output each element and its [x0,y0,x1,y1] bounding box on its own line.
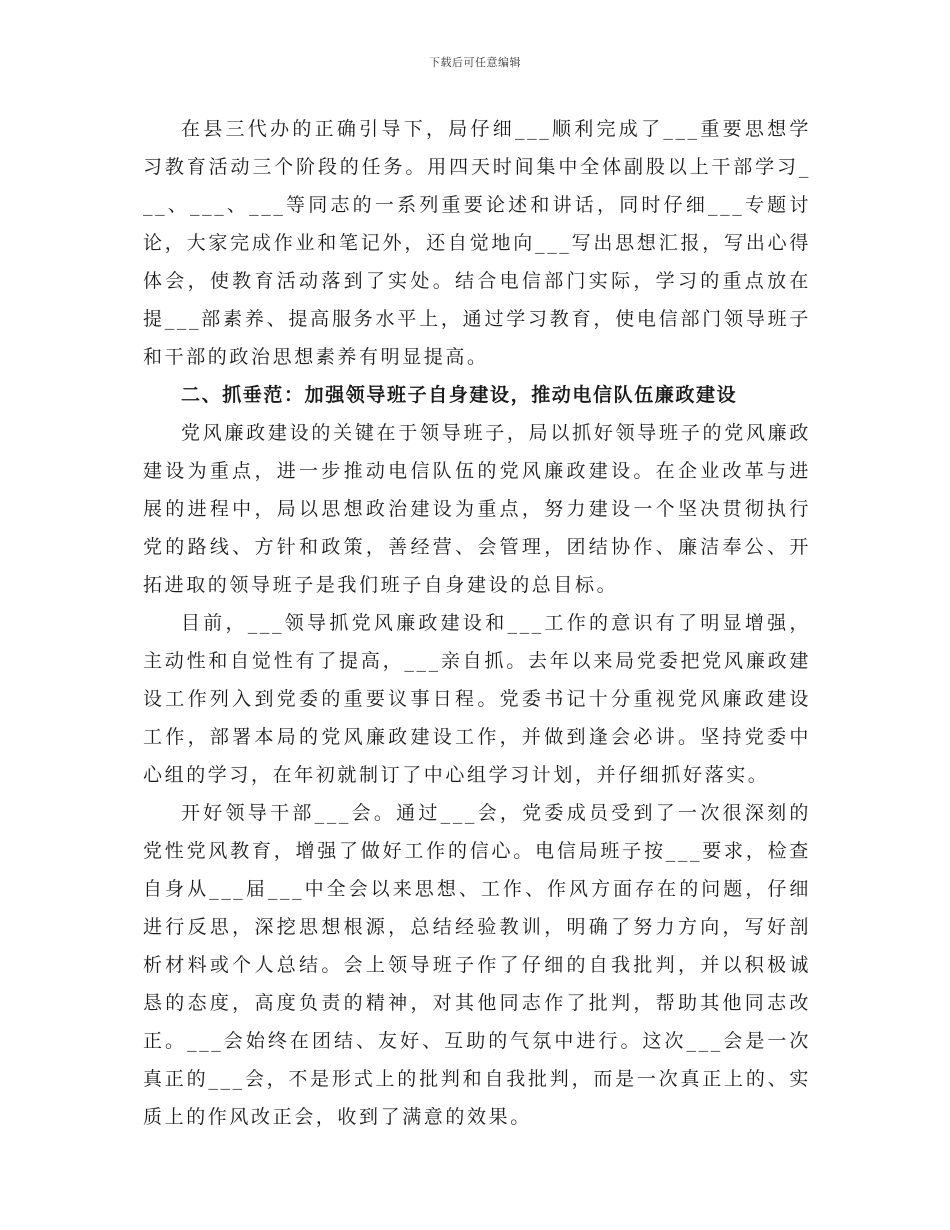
page-header-note: 下载后可任意编辑 [429,56,521,69]
paragraph-leadership-building: 党风廉政建设的关键在于领导班子，局以抓好领导班子的党风廉政建设为重点，进一步推动电信队伍的党风廉政建设。在企业改革与进展的进程中，局以思想政治建设为重点，努力建设一个坚决贯彻执行党的路线、方针和政策，善经营、会管理，团结协作、廉洁奉公、开拓进取的领导班子是我们班子自身建设的总目标。 [143,422,811,596]
paragraph-current-status: 目前，___领导抓党风廉政建设和___工作的意识有了明显增强，主动性和自觉性有了提高，___亲自抓。去年以来局党委把党风廉政建设工作列入到党委的重要议事日程。党委书记十分重视党风廉政建设工作，部署本局的党风廉政建设工作，并做到逢会必讲。坚持党委中心组的学习，在年初就制订了中心组学习计划，并仔细抓好落实。 [143,612,811,786]
paragraph-study-education: 在县三代办的正确引导下，局仔细___顺利完成了___重要思想学习教育活动三个阶段的任务。用四天时间集中全体副股以上干部学习___、___、___等同志的一系列重要论述和讲话，同时仔细___专题讨论，大家完成作业和笔记外，还自觉地向___写出思想汇报，写出心得体会，使教育活动落到了实处。结合电信部门实际，学习的重点放在提___部素养、提高服务水平上，通过学习教育，使电信部门领导班子和干部的政治思想素养有明显提高。 [143,118,811,368]
paragraph-democratic-meeting: 开好领导干部___会。通过___会，党委成员受到了一次很深刻的党性党风教育，增强了做好工作的信心。电信局班子按___要求，检查自身从___届___中全会以来思想、工作、作风方面存在的问题，仔细进行反思，深挖思想根源，总结经验教训，明确了努力方向，写好剖析材料或个人总结。会上领导班子作了仔细的自我批判，并以积极诚恳的态度，高度负责的精神，对其他同志作了批判，帮助其他同志改正。___会始终在团结、友好、互助的气氛中进行。这次___会是一次真正的___会，不是形式上的批判和自我批判，而是一次真正上的、实质上的作风改正会，收到了满意的效果。 [143,802,811,1128]
section-heading-2: 二、抓垂范：加强领导班子自身建设，推动电信队伍廉政建设 [181,384,738,406]
document-body [143,110,811,1136]
